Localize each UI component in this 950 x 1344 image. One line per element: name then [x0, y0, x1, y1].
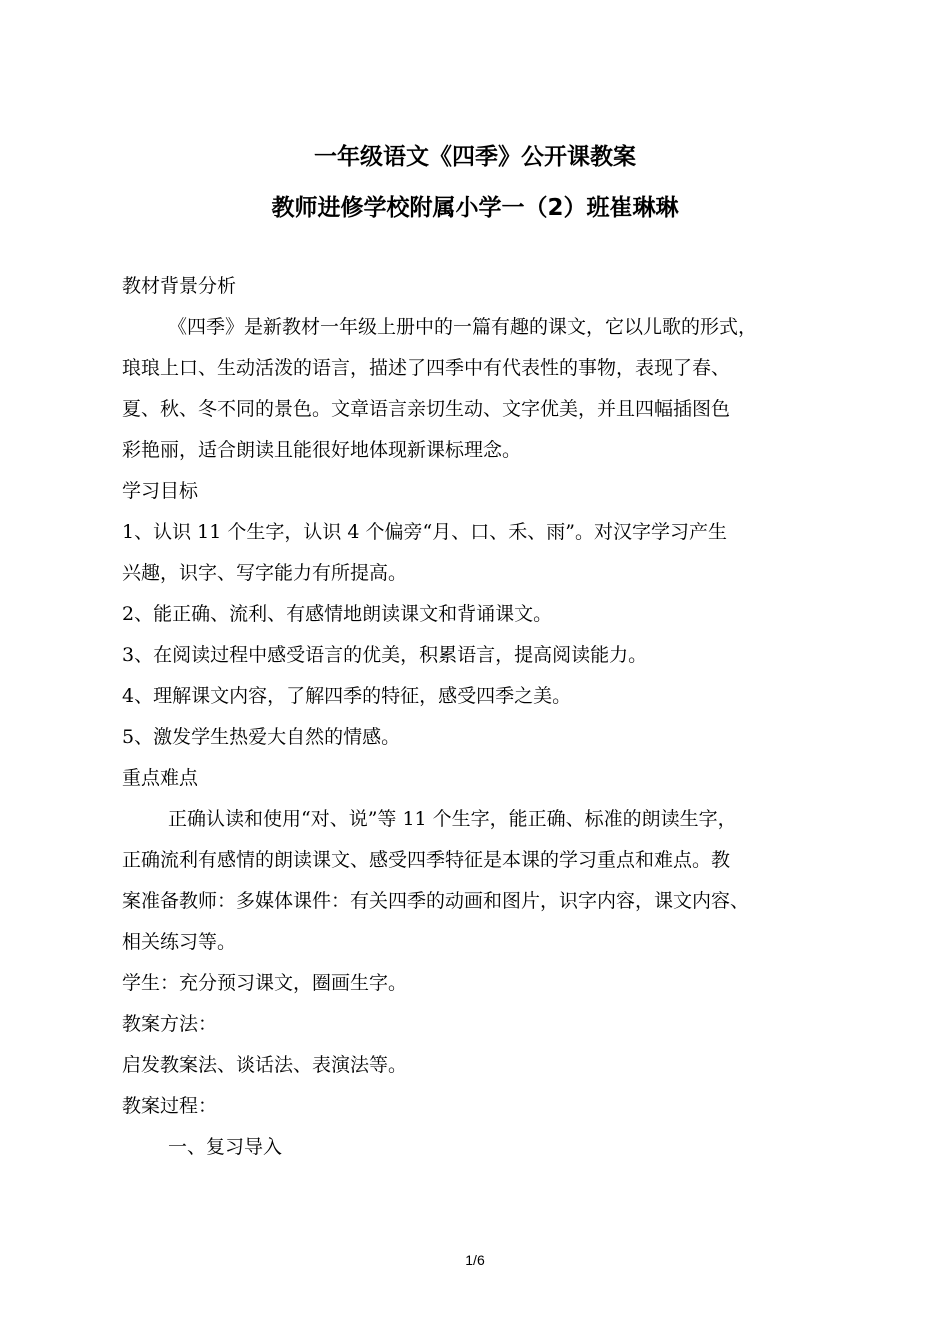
body-line: 教案方法： [122, 1013, 218, 1035]
body-line: 重点难点 [122, 767, 199, 789]
body-line: 一、复习导入 [168, 1136, 283, 1158]
document-title: 一年级语文《四季》公开课教案 [314, 144, 636, 170]
body-line: 《四季》是新教材一年级上册中的一篇有趣的课文，它以儿歌的形式， [168, 316, 758, 338]
body-line: 3、在阅读过程中感受语言的优美，积累语言，提高阅读能力。 [122, 644, 648, 666]
body-line: 启发教案法、谈话法、表演法等。 [122, 1054, 408, 1076]
page-number: 1/6 [465, 1252, 485, 1268]
body-line: 1、认识 11 个生字，认识 4 个偏旁“月、口、禾、雨”。对汉字学习产生 [122, 521, 727, 543]
body-line: 琅琅上口、生动活泼的语言，描述了四季中有代表性的事物，表现了春、 [122, 357, 731, 379]
body-line: 教案过程： [122, 1095, 218, 1117]
body-line: 相关练习等。 [122, 931, 237, 953]
body-line: 学生：充分预习课文，圈画生字。 [122, 972, 408, 994]
body-line: 案准备教师：多媒体课件：有关四季的动画和图片，识字内容，课文内容、 [122, 890, 750, 912]
body-line: 兴趣，识字、写字能力有所提高。 [122, 562, 408, 584]
body-line: 2、能正确、流利、有感情地朗读课文和背诵课文。 [122, 603, 553, 625]
body-line: 4、理解课文内容，了解四季的特征，感受四季之美。 [122, 685, 572, 707]
body-line: 正确流利有感情的朗读课文、感受四季特征是本课的学习重点和难点。教 [122, 849, 731, 871]
body-line: 5、激发学生热爱大自然的情感。 [122, 726, 401, 748]
body-line: 教材背景分析 [122, 275, 237, 297]
body-line: 夏、秋、冬不同的景色。文章语言亲切生动、文字优美，并且四幅插图色 [122, 398, 731, 420]
body-line: 彩艳丽，适合朗读且能很好地体现新课标理念。 [122, 439, 522, 461]
document-subtitle: 教师进修学校附属小学一（2）班崔琳琳 [271, 195, 679, 221]
body-line: 学习目标 [122, 480, 199, 502]
document-body [122, 266, 862, 1168]
body-line: 正确认读和使用“对、说”等 11 个生字，能正确、标准的朗读生字， [168, 808, 737, 830]
